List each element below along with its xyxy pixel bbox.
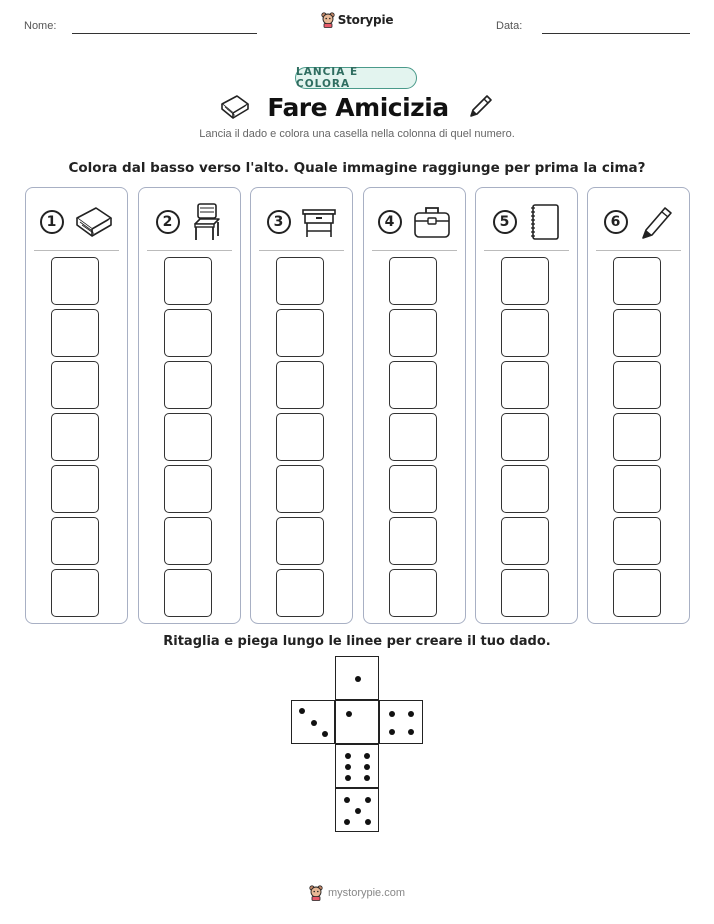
column-3 — [250, 187, 353, 624]
name-label: Nome: — [24, 20, 57, 32]
brand-logo — [0, 12, 714, 28]
color-box[interactable] — [501, 517, 549, 565]
name-line[interactable] — [72, 33, 257, 34]
activity-badge: LANCIA E COLORA — [295, 67, 417, 89]
color-box[interactable] — [164, 517, 212, 565]
column-1 — [25, 187, 128, 624]
color-box[interactable] — [501, 309, 549, 357]
column-6 — [587, 187, 690, 624]
book-icon — [219, 92, 251, 122]
notebook-icon — [527, 202, 561, 242]
color-box[interactable] — [51, 465, 99, 513]
column-number: 4 — [378, 210, 402, 234]
color-box[interactable] — [613, 569, 661, 617]
color-box[interactable] — [276, 465, 324, 513]
column-number: 3 — [267, 210, 291, 234]
lunchbox-icon — [412, 204, 452, 240]
color-box[interactable] — [51, 413, 99, 461]
color-box[interactable] — [276, 309, 324, 357]
color-box[interactable] — [276, 569, 324, 617]
column-2 — [138, 187, 241, 624]
color-box[interactable] — [613, 361, 661, 409]
footer-url[interactable]: mystorypie.com — [327, 887, 406, 899]
page-title: Fare Amicizia — [267, 92, 449, 122]
color-box[interactable] — [501, 413, 549, 461]
title-row — [0, 92, 714, 122]
color-box[interactable] — [164, 569, 212, 617]
desk-icon — [301, 204, 337, 240]
die-face-top — [335, 656, 379, 700]
color-box[interactable] — [51, 569, 99, 617]
color-box[interactable] — [389, 413, 437, 461]
color-box[interactable] — [389, 465, 437, 513]
color-box[interactable] — [389, 569, 437, 617]
book-icon — [74, 204, 114, 240]
footer — [0, 885, 714, 901]
color-box[interactable] — [164, 465, 212, 513]
column-4 — [363, 187, 466, 624]
color-box[interactable] — [389, 309, 437, 357]
color-box[interactable] — [613, 309, 661, 357]
color-box[interactable] — [613, 413, 661, 461]
color-box[interactable] — [613, 257, 661, 305]
column-5 — [475, 187, 578, 624]
color-box[interactable] — [613, 465, 661, 513]
die-face-left — [291, 700, 335, 744]
color-box[interactable] — [501, 569, 549, 617]
die-face-right — [379, 700, 423, 744]
pencil-icon — [638, 202, 674, 242]
color-box[interactable] — [276, 257, 324, 305]
color-box[interactable] — [389, 257, 437, 305]
color-box[interactable] — [51, 257, 99, 305]
color-box[interactable] — [276, 361, 324, 409]
color-box[interactable] — [501, 361, 549, 409]
column-number: 1 — [40, 210, 64, 234]
color-box[interactable] — [164, 257, 212, 305]
pencil-icon — [465, 92, 495, 122]
color-box[interactable] — [613, 517, 661, 565]
color-box[interactable] — [51, 361, 99, 409]
color-box[interactable] — [51, 517, 99, 565]
subtitle: Lancia il dado e colora una casella nella colonna di quel numero. — [199, 128, 515, 140]
color-box[interactable] — [501, 465, 549, 513]
date-label: Data: — [496, 20, 523, 32]
die-face-lower — [335, 744, 379, 788]
color-box[interactable] — [164, 361, 212, 409]
instruction: Colora dal basso verso l'alto. Quale immagine raggiunge per prima la cima? — [68, 160, 646, 176]
color-box[interactable] — [389, 517, 437, 565]
storypie-mascot-icon — [321, 12, 335, 28]
column-number: 5 — [493, 210, 517, 234]
cut-instruction: Ritaglia e piega lungo le linee per creare il tuo dado. — [163, 634, 551, 649]
color-box[interactable] — [389, 361, 437, 409]
column-number: 6 — [604, 210, 628, 234]
color-box[interactable] — [501, 257, 549, 305]
color-box[interactable] — [276, 413, 324, 461]
brand-name: Storypie — [337, 13, 394, 27]
die-face-center — [335, 700, 379, 744]
chair-icon — [190, 202, 224, 242]
color-box[interactable] — [164, 309, 212, 357]
date-line[interactable] — [542, 33, 690, 34]
storypie-mascot-icon — [309, 885, 323, 901]
color-box[interactable] — [276, 517, 324, 565]
column-number: 2 — [156, 210, 180, 234]
die-face-bottom — [335, 788, 379, 832]
color-box[interactable] — [51, 309, 99, 357]
color-box[interactable] — [164, 413, 212, 461]
